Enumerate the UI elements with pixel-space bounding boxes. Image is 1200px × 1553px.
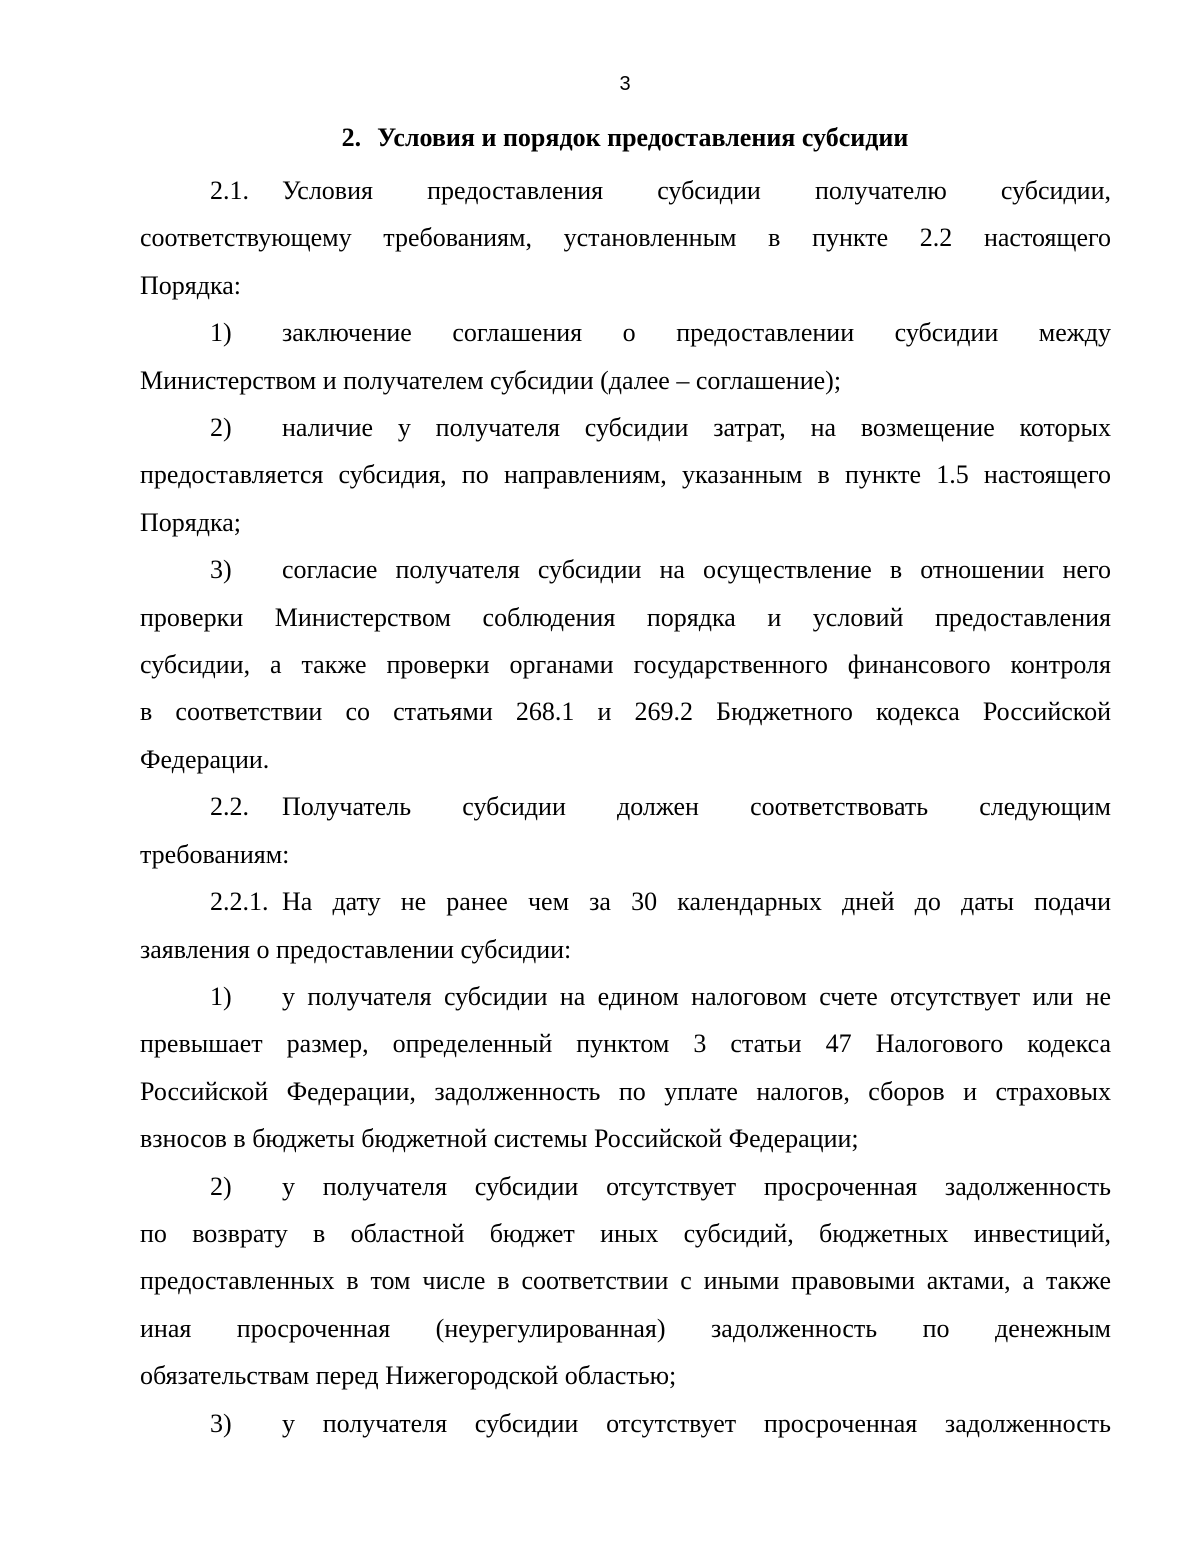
- item-marker: 3): [210, 555, 232, 585]
- line-text: у получателя субсидии на едином налоговом счете отсутствует или не: [282, 981, 1111, 1011]
- line-text: наличие у получателя субсидии затрат, на возмещение которых: [282, 413, 1111, 443]
- item-marker: 2.2.: [210, 792, 249, 822]
- line-text: предоставляется субсидия, по направлениям, указанным в пункте 1.5 настоящего: [140, 460, 1111, 490]
- document-line: [140, 214, 1111, 261]
- line-text: Получатель субсидии должен соответствовать следующим: [282, 792, 1111, 822]
- document-line: [140, 831, 1111, 878]
- line-text: по возврату в областной бюджет иных субсидий, бюджетных инвестиций,: [140, 1218, 1111, 1248]
- document-line: [140, 1257, 1111, 1304]
- line-text: субсидии, а также проверки органами государственного финансового контроля: [140, 650, 1111, 680]
- line-text: Российской Федерации, задолженность по уплате налогов, сборов и страховых: [140, 1076, 1111, 1106]
- item-marker: 2): [210, 1171, 232, 1201]
- document-line: [140, 1020, 1111, 1067]
- document-line: [140, 1068, 1111, 1115]
- line-text: Условия предоставления субсидии получателю субсидии,: [282, 176, 1111, 205]
- section-heading: [140, 120, 1110, 156]
- item-marker: 1): [210, 981, 232, 1011]
- line-text: заключение соглашения о предоставлении субсидии между: [282, 318, 1111, 348]
- document-line: [140, 688, 1111, 735]
- document-line: [140, 783, 1111, 830]
- line-text: проверки Министерством соблюдения порядка и условий предоставления: [140, 602, 1111, 632]
- section-title: Условия и порядок предоставления субсидии: [377, 123, 909, 152]
- item-marker: 2.2.1.: [210, 887, 269, 917]
- item-marker: 3): [210, 1408, 232, 1438]
- document-line: [140, 1163, 1111, 1210]
- document-line: [140, 1305, 1111, 1352]
- document-line: [140, 878, 1111, 925]
- document-body: [140, 167, 1111, 1447]
- item-marker: 2): [210, 413, 232, 443]
- line-text: в соответствии со статьями 268.1 и 269.2 Бюджетного кодекса Российской: [140, 697, 1111, 727]
- document-line: [140, 404, 1111, 451]
- line-text: превышает размер, определенный пунктом 3 статьи 47 Налогового кодекса: [140, 1029, 1111, 1059]
- line-text: Министерством и получателем субсидии (далее – соглашение);: [140, 365, 842, 395]
- document-line: [140, 451, 1111, 498]
- document-line: [140, 499, 1111, 546]
- line-text: предоставленных в том числе в соответствии с иными правовыми актами, а также: [140, 1266, 1111, 1296]
- line-text: Федерации.: [140, 744, 270, 774]
- line-text: соответствующему требованиям, установленным в пункте 2.2 настоящего: [140, 223, 1111, 253]
- document-line: [140, 641, 1111, 688]
- document-line: [140, 1115, 1111, 1162]
- line-text: Порядка:: [140, 270, 241, 300]
- document-line: [140, 309, 1111, 356]
- document-line: [140, 357, 1111, 404]
- line-text: обязательствам перед Нижегородской областью;: [140, 1361, 677, 1391]
- item-marker: 1): [210, 318, 232, 348]
- line-text: взносов в бюджеты бюджетной системы Российской Федерации;: [140, 1124, 859, 1154]
- section-number: 2.: [341, 123, 362, 152]
- document-line: [140, 594, 1111, 641]
- line-text: у получателя субсидии отсутствует просроченная задолженность: [282, 1171, 1111, 1201]
- document-line: [140, 1400, 1111, 1447]
- line-text: требованиям:: [140, 839, 290, 869]
- document-line: [140, 546, 1111, 593]
- line-text: заявления о предоставлении субсидии:: [140, 934, 572, 964]
- item-marker: 2.1.: [210, 176, 249, 205]
- document-line: [140, 1210, 1111, 1257]
- document-line: [140, 1352, 1111, 1399]
- document-line: [140, 926, 1111, 973]
- line-text: у получателя субсидии отсутствует просроченная задолженность: [282, 1408, 1111, 1438]
- line-text: согласие получателя субсидии на осуществление в отношении него: [282, 555, 1111, 585]
- document-line: [140, 262, 1111, 309]
- document-line: [140, 167, 1111, 214]
- document-line: [140, 973, 1111, 1020]
- line-text: иная просроченная (неурегулированная) задолженность по денежным: [140, 1313, 1111, 1343]
- page-number: 3: [619, 73, 631, 95]
- line-text: Порядка;: [140, 507, 241, 537]
- line-text: На дату не ранее чем за 30 календарных дней до даты подачи: [282, 887, 1111, 917]
- document-line: [140, 736, 1111, 783]
